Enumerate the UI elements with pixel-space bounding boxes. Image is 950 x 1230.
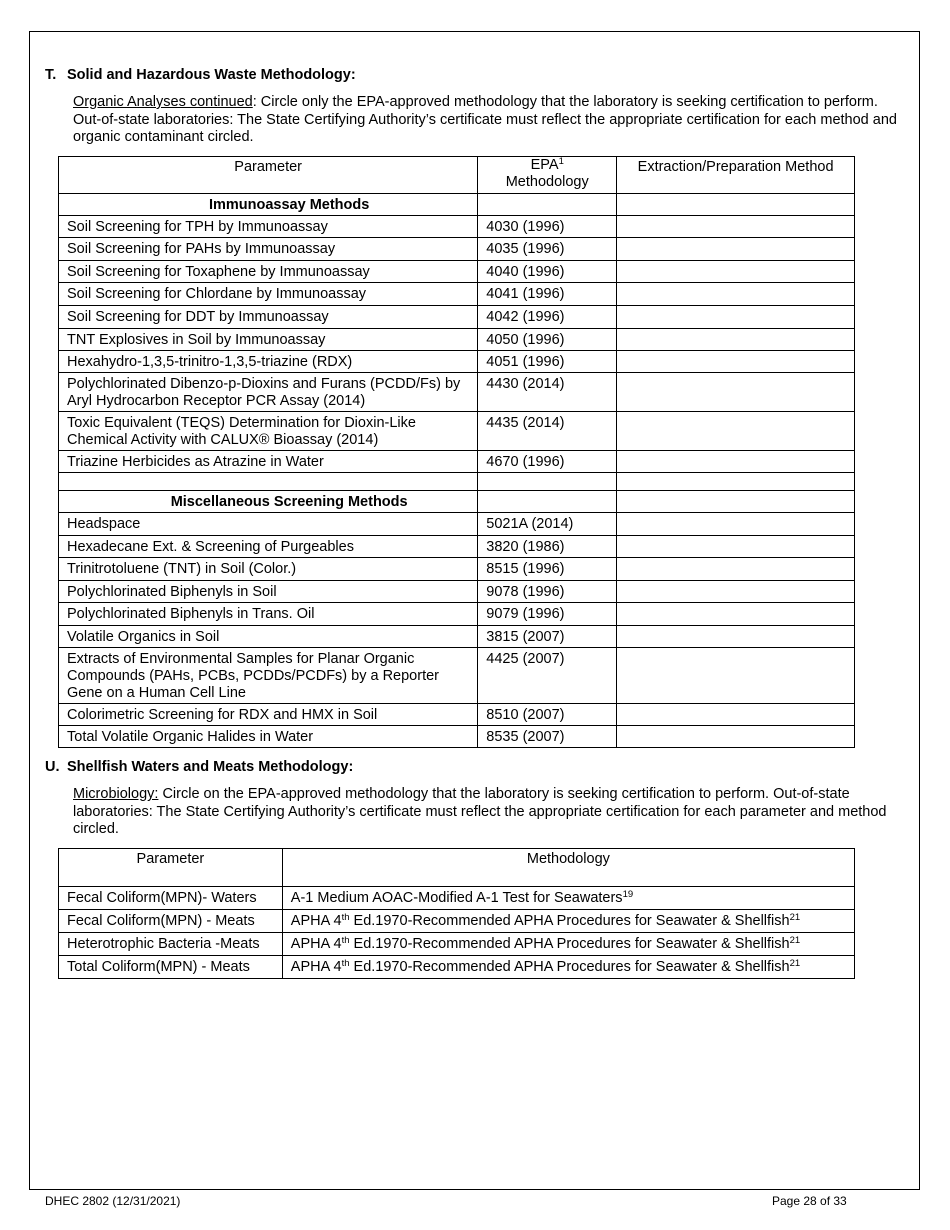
method-cell: 5021A (2014) <box>478 513 617 536</box>
footnote-ref: 21 <box>789 935 801 946</box>
method-cell: 4670 (1996) <box>478 451 617 473</box>
header-epa-footnote: 1 <box>558 156 564 167</box>
parameter-cell: Total Volatile Organic Halides in Water <box>59 726 478 748</box>
empty-cell <box>59 473 478 491</box>
solid-waste-methods-table <box>58 156 855 748</box>
section-t-letter: T. <box>45 67 57 83</box>
table-header-row <box>59 157 855 194</box>
footnote-ref: 21 <box>789 958 801 969</box>
ordinal-suffix: th <box>341 935 350 946</box>
header-extraction: Extraction/Preparation Method <box>617 157 855 194</box>
section-u-title: Shellfish Waters and Meats Methodology: <box>67 759 354 775</box>
parameter-cell: TNT Explosives in Soil by Immunoassay <box>59 329 478 351</box>
method-cell: 4035 (1996) <box>478 238 617 261</box>
method-cell: 4041 (1996) <box>478 283 617 306</box>
section-u-intro-text: Circle on the EPA-approved methodology that the laboratory is seeking certification to perform. Out-of-state laboratories: The State Certifying Authority’s certificate must reflect the appropriate certification for each parameter and method circled. <box>73 786 887 837</box>
header-epa: EPA <box>530 157 559 173</box>
methodology-text-rest: Ed.1970-Recommended APHA Procedures for Seawater & Shellfish <box>349 913 790 929</box>
table-row <box>59 351 855 373</box>
table-row <box>59 910 855 933</box>
parameter-cell: Trinitrotoluene (TNT) in Soil (Color.) <box>59 558 478 581</box>
spacer-row <box>59 473 855 491</box>
ordinal-suffix: th <box>341 958 350 969</box>
table-row <box>59 451 855 473</box>
method-cell: 4030 (1996) <box>478 216 617 238</box>
methodology-cell <box>282 956 854 979</box>
methodology-text-rest: Ed.1970-Recommended APHA Procedures for Seawater & Shellfish <box>349 936 790 952</box>
shellfish-methods-table <box>58 848 855 979</box>
extraction-cell <box>617 238 855 261</box>
empty-cell <box>478 473 617 491</box>
empty-cell <box>478 491 617 513</box>
extraction-cell <box>617 648 855 704</box>
extraction-cell <box>617 451 855 473</box>
extraction-cell <box>617 261 855 283</box>
table-row <box>59 648 855 704</box>
table-header-row <box>59 849 855 887</box>
section-t-intro <box>73 94 908 147</box>
footnote-ref: 19 <box>622 889 634 900</box>
group-header-row <box>59 491 855 513</box>
shellfish-table-body <box>59 887 855 979</box>
methodology-cell <box>282 887 854 910</box>
group-header-row <box>59 194 855 216</box>
extraction-cell <box>617 536 855 558</box>
parameter-cell: Toxic Equivalent (TEQS) Determination for Dioxin-Like Chemical Activity with CALUX® Bioassay (2014) <box>59 412 478 451</box>
methodology-text: APHA 4 <box>290 913 342 929</box>
table-row <box>59 329 855 351</box>
extraction-cell <box>617 412 855 451</box>
extraction-cell <box>617 306 855 329</box>
extraction-cell <box>617 194 855 216</box>
extraction-cell <box>617 726 855 748</box>
table-row <box>59 412 855 451</box>
table-row <box>59 261 855 283</box>
parameter-cell: Fecal Coliform(MPN)- Waters <box>59 887 283 910</box>
extraction-cell <box>617 216 855 238</box>
extraction-cell <box>617 581 855 603</box>
method-cell: 4040 (1996) <box>478 261 617 283</box>
method-cell: 4425 (2007) <box>478 648 617 704</box>
parameter-cell: Soil Screening for PAHs by Immunoassay <box>59 238 478 261</box>
form-id: DHEC 2802 (12/31/2021) <box>45 1194 181 1208</box>
table-row <box>59 238 855 261</box>
section-u-intro-label: Microbiology: <box>73 786 159 802</box>
methodology-text-rest: Ed.1970-Recommended APHA Procedures for Seawater & Shellfish <box>349 959 790 975</box>
method-cell: 8515 (1996) <box>478 558 617 581</box>
parameter-cell: Soil Screening for DDT by Immunoassay <box>59 306 478 329</box>
header-methodology: Methodology <box>282 849 854 887</box>
method-cell: 3820 (1986) <box>478 536 617 558</box>
table-row <box>59 216 855 238</box>
section-t-heading <box>45 67 356 83</box>
parameter-cell: Fecal Coliform(MPN) - Meats <box>59 910 283 933</box>
section-t-intro-label: Organic Analyses continued <box>73 94 253 110</box>
table-row <box>59 704 855 726</box>
methodology-text: APHA 4 <box>290 936 342 952</box>
method-cell: 8510 (2007) <box>478 704 617 726</box>
methodology-text: APHA 4 <box>290 959 342 975</box>
table-row <box>59 626 855 648</box>
parameter-cell: Soil Screening for TPH by Immunoassay <box>59 216 478 238</box>
parameter-cell: Headspace <box>59 513 478 536</box>
section-t-title: Solid and Hazardous Waste Methodology: <box>67 67 356 83</box>
section-u-heading <box>45 759 353 775</box>
methodology-text: A-1 Medium AOAC-Modified A-1 Test for Seawaters <box>290 890 623 906</box>
footnote-ref: 21 <box>789 912 801 923</box>
table-row <box>59 558 855 581</box>
parameter-cell: Polychlorinated Dibenzo-p-Dioxins and Furans (PCDD/Fs) by Aryl Hydrocarbon Receptor PCR Assay (2014) <box>59 373 478 412</box>
group-title: Miscellaneous Screening Methods <box>59 491 478 513</box>
method-cell: 4042 (1996) <box>478 306 617 329</box>
table-row <box>59 373 855 412</box>
extraction-cell <box>617 283 855 306</box>
extraction-cell <box>617 626 855 648</box>
extraction-cell <box>617 513 855 536</box>
parameter-cell: Triazine Herbicides as Atrazine in Water <box>59 451 478 473</box>
table-row <box>59 536 855 558</box>
extraction-cell <box>617 351 855 373</box>
method-cell: 4050 (1996) <box>478 329 617 351</box>
header-epa-methodology <box>478 157 617 194</box>
table-row <box>59 887 855 910</box>
parameter-cell: Heterotrophic Bacteria -Meats <box>59 933 283 956</box>
parameter-cell: Colorimetric Screening for RDX and HMX in Soil <box>59 704 478 726</box>
empty-cell <box>617 473 855 491</box>
methodology-cell <box>282 910 854 933</box>
method-cell: 8535 (2007) <box>478 726 617 748</box>
header-methodology: Methodology <box>505 174 589 190</box>
method-cell: 9078 (1996) <box>478 581 617 603</box>
table-row <box>59 283 855 306</box>
parameter-cell: Soil Screening for Toxaphene by Immunoassay <box>59 261 478 283</box>
parameter-cell: Extracts of Environmental Samples for Planar Organic Compounds (PAHs, PCBs, PCDDs/PCDFs) by a Reporter Gene on a Human Cell Line <box>59 648 478 704</box>
method-cell: 4435 (2014) <box>478 412 617 451</box>
table-row <box>59 581 855 603</box>
method-cell: 3815 (2007) <box>478 626 617 648</box>
empty-cell <box>478 194 617 216</box>
table-row <box>59 603 855 626</box>
group-title: Immunoassay Methods <box>59 194 478 216</box>
section-u-intro <box>73 786 908 839</box>
ordinal-suffix: th <box>341 912 350 923</box>
parameter-cell: Polychlorinated Biphenyls in Soil <box>59 581 478 603</box>
methodology-cell <box>282 933 854 956</box>
parameter-cell: Volatile Organics in Soil <box>59 626 478 648</box>
header-parameter: Parameter <box>59 157 478 194</box>
extraction-cell <box>617 603 855 626</box>
parameter-cell: Polychlorinated Biphenyls in Trans. Oil <box>59 603 478 626</box>
method-cell: 4430 (2014) <box>478 373 617 412</box>
extraction-cell <box>617 329 855 351</box>
extraction-cell <box>617 373 855 412</box>
header-parameter: Parameter <box>59 849 283 887</box>
method-cell: 9079 (1996) <box>478 603 617 626</box>
page-number: Page 28 of 33 <box>772 1194 847 1208</box>
extraction-cell <box>617 491 855 513</box>
table-row <box>59 306 855 329</box>
solid-waste-table-body <box>59 194 855 748</box>
parameter-cell: Total Coliform(MPN) - Meats <box>59 956 283 979</box>
table-row <box>59 513 855 536</box>
extraction-cell <box>617 704 855 726</box>
section-t-intro-text: : Circle only the EPA-approved methodology that the laboratory is seeking certification to perform. Out-of-state laboratories: The State Certifying Authority’s certificate must reflect the appropriate certification for each method and organic contaminant circled. <box>73 94 897 145</box>
section-u-letter: U. <box>45 759 60 775</box>
method-cell: 4051 (1996) <box>478 351 617 373</box>
extraction-cell <box>617 558 855 581</box>
parameter-cell: Hexahydro-1,3,5-trinitro-1,3,5-triazine (RDX) <box>59 351 478 373</box>
parameter-cell: Hexadecane Ext. & Screening of Purgeables <box>59 536 478 558</box>
table-row <box>59 933 855 956</box>
table-row <box>59 726 855 748</box>
table-row <box>59 956 855 979</box>
parameter-cell: Soil Screening for Chlordane by Immunoassay <box>59 283 478 306</box>
